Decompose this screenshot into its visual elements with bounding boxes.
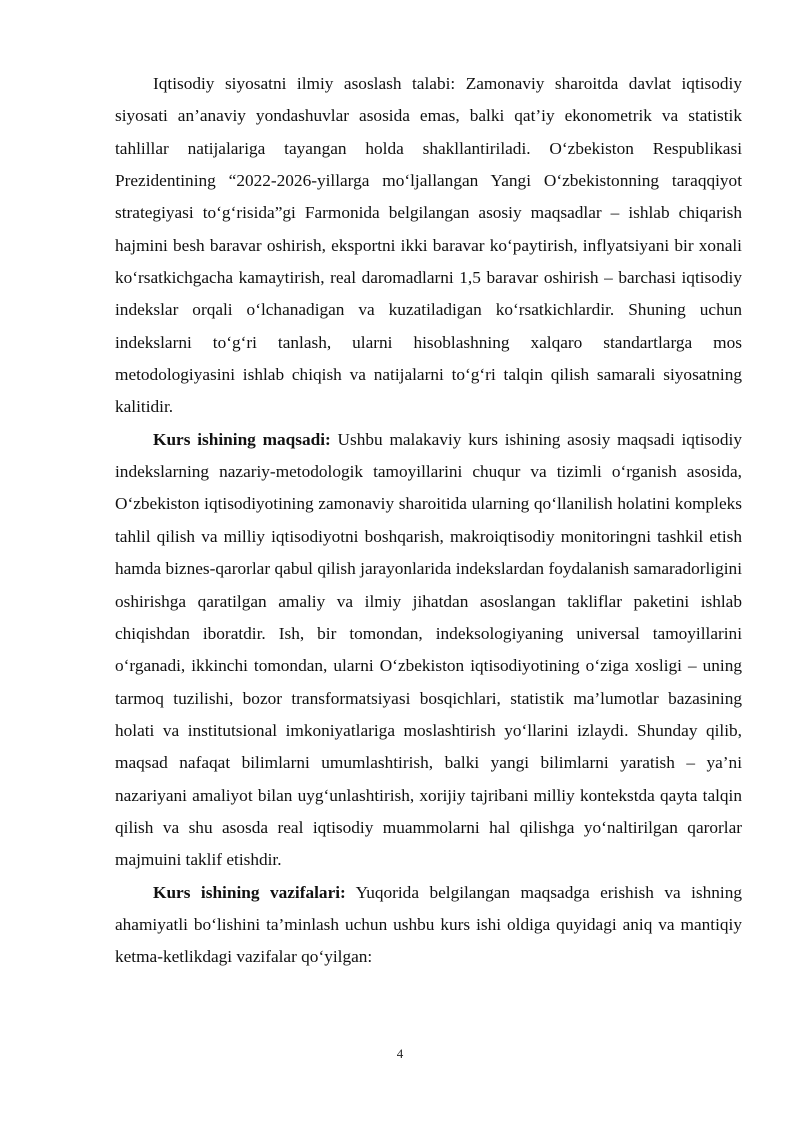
paragraph-text: Yuqorida belgilangan maqsadga erishish va ishning ahamiyatli bo‘lishini ta’minlash uchun ushbu kurs ishi oldiga quyidagi aniq va mantiqiy ketma-ketlikdagi vazifalar qo‘yilgan:	[115, 882, 743, 967]
paragraph-heading-tasks: Kurs ishining vazifalari:	[153, 882, 346, 902]
paragraph-text: Iqtisodiy siyosatni ilmiy asoslash talabi: Zamonaviy sharoitda davlat iqtisodiy siyosati an’anaviy yondashuvlar asosida emas, balki qat’iy ekonometrik va statistik tahlillar natijalariga tayangan holda shakllantiriladi. O‘zbekiston Respublikasi Prezidentining “2022-2026-yillarga mo‘ljallangan Yangi O‘zbekistonning taraqqiyot strategiyasi to‘g‘risida”gi Farmonida belgilangan asosiy maqsadlar – ishlab chiqarish hajmini besh baravar oshirish, eksportni ikki baravar ko‘paytirish, inflyatsiyani bir xonali ko‘rsatkichgacha kamaytirish, real daromadlarni 1,5 baravar oshirish – barchasi iqtisodiy indekslar orqali o‘lchanadigan va kuzatiladigan ko‘rsatkichlardir. Shuning uchun indekslarni to‘g‘ri tanlash, ularni hisoblashning xalqaro standartlarga mos metodologiyasini ishlab chiqish va natijalarni to‘g‘ri talqin qilish samarali siyosatning kalitidir.	[115, 74, 742, 417]
paragraph-text: Ushbu malakaviy kurs ishining asosiy maqsadi iqtisodiy indekslarning nazariy-metodologik tamoyillarini chuqur va tizimli o‘rganish asosida, O‘zbekiston iqtisodiyotining zamonaviy sharoitida ularning qo‘llanilish holatini kompleks tahlil qilish va milliy iqtisodiyotni boshqarish, makroiqtisodiy monitoringni tashkil etish hamda biznes-qarorlar qabul qilish jarayonlarida indekslardan foydalanish samaradorligini oshirishga qaratilgan amaliy va ilmiy jihatdan asoslangan takliflar paketini ishlab chiqishdan iboratdir. Ish, bir tomondan, indeksologiyaning universal tamoyillarini o‘rganadi, ikkinchi tomondan, ularni O‘zbekiston iqtisodiyotining o‘ziga xosligi – uning tarmoq tuzilishi, bozor transformatsiyasi bosqichlari, statistik ma’lumotlar bazasining holati va institutsional imkoniyatlariga moslashtirish yo‘llarini izlaydi. Shunday qilib, maqsad nafaqat bilimlarni umumlashtirish, balki yangi bilimlarni yaratish – ya’ni nazariyani amaliyot bilan uyg‘unlashtirish, xorijiy tajribani milliy kontekstda qayta talqin qilish va shu asosda real iqtisodiy muammolarni hal qilishga yo‘naltirilgan qarorlar majmuini taklif etishdir.	[115, 429, 743, 870]
paragraph-course-tasks	[115, 877, 742, 974]
paragraph-course-goal	[115, 424, 742, 877]
paragraph-policy-rationale	[115, 68, 742, 424]
page-number: 4	[396, 1046, 404, 1061]
paragraph-heading-goal: Kurs ishining maqsadi:	[153, 429, 331, 449]
page-body	[115, 68, 742, 974]
